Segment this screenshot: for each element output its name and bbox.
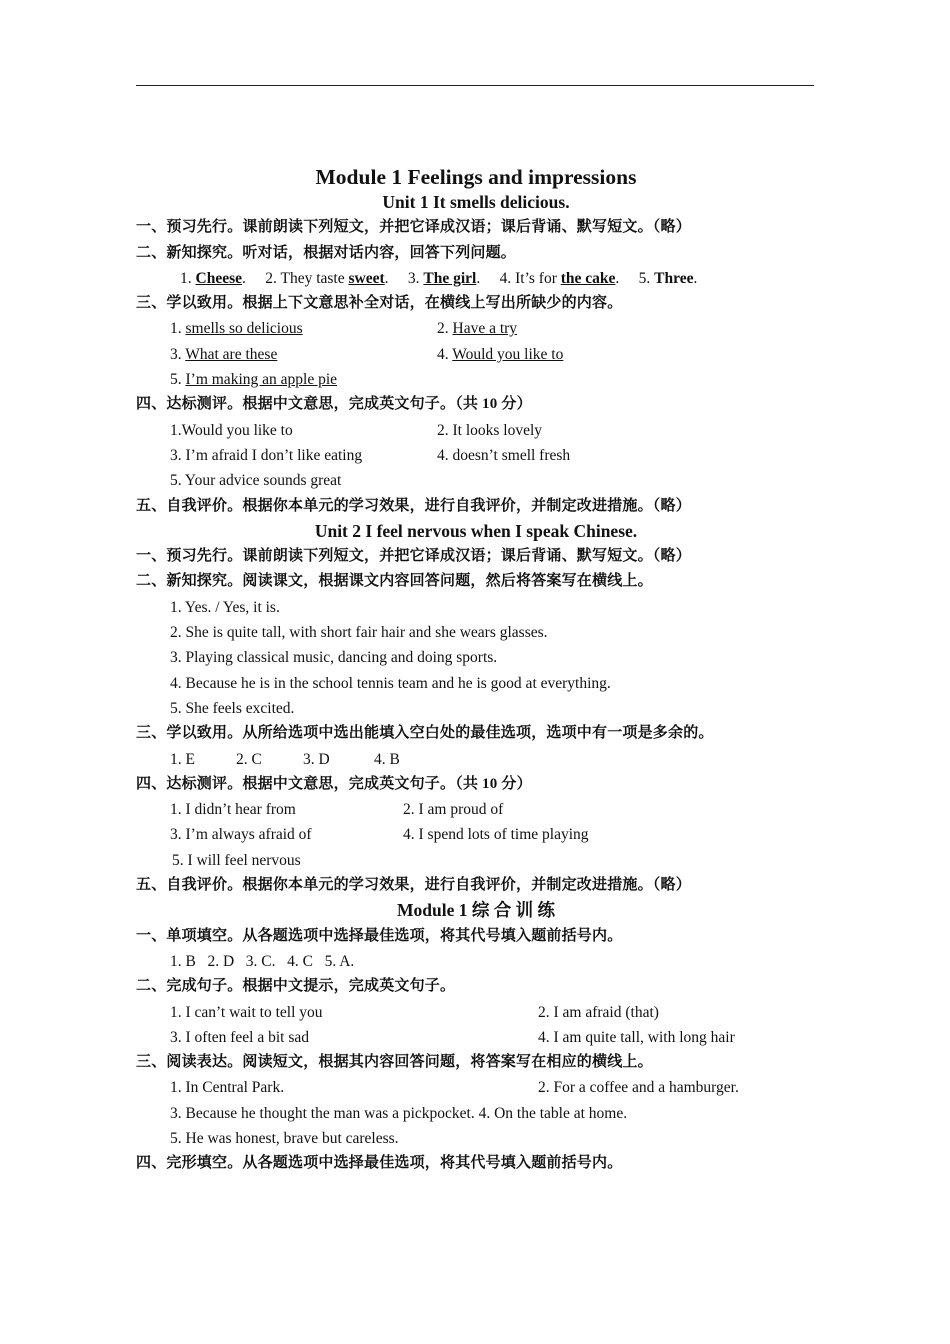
training-section-1: 一、单项填空。从各题选项中选择最佳选项，将其代号填入题前括号内。: [136, 927, 623, 944]
list-item: 2. I am proud of: [403, 801, 504, 819]
list-item: 5. I will feel nervous: [172, 851, 301, 869]
unit1-section-5: 五、自我评价。根据你本单元的学习效果，进行自我评价，并制定改进措施。（略）: [136, 497, 691, 514]
answer-document: [136, 164, 816, 1177]
answer-1: Cheese: [195, 269, 242, 287]
unit1-section-2: 二、新知探究。听对话，根据对话内容，回答下列问题。: [136, 244, 517, 261]
list-item: 2. I am afraid (that): [538, 1003, 659, 1021]
list-item: 1. In Central Park. 2. For a coffee and a hamburger.: [136, 1075, 816, 1100]
list-item: 2. For a coffee and a hamburger.: [538, 1079, 739, 1097]
unit1-section-2-answers: 1. Cheese. 2. They taste sweet. 3. The girl. 4. It’s for the cake. 5. Three.: [180, 269, 698, 287]
list-item: 1. Yes. / Yes, it is.: [170, 598, 280, 616]
training-section-2: 二、完成句子。根据中文提示，完成英文句子。: [136, 978, 456, 995]
header-rule: [136, 85, 814, 86]
unit1-section-1: 一、预习先行。课前朗读下列短文，并把它译成汉语；课后背诵、默写短文。（略）: [136, 219, 691, 236]
list-item: 3. I often feel a bit sad 4. I am quite tall, with long hair: [136, 1025, 816, 1050]
unit2-section-5: 五、自我评价。根据你本单元的学习效果，进行自我评价，并制定改进措施。（略）: [136, 877, 691, 894]
unit1-section-3: 三、学以致用。根据上下文意思补全对话，在横线上写出所缺少的内容。: [136, 295, 623, 312]
list-item: 1. smells so delicious 2. Have a try: [136, 316, 816, 341]
unit1-title: Unit 1 It smells delicious.: [382, 192, 570, 212]
list-item: 5. Your advice sounds great: [170, 472, 342, 490]
list-item: 2. It looks lovely: [437, 421, 543, 439]
answer-4: the cake: [560, 269, 616, 287]
unit1-section-4: 四、达标测评。根据中文意思，完成英文句子。（共 10 分）: [136, 396, 532, 413]
list-item: 3. What are these 4. Would you like to: [136, 342, 816, 367]
answer-2: sweet: [348, 269, 385, 287]
list-item: 3. I’m always afraid of 4. I spend lots of time playing: [136, 822, 816, 847]
training-section-3: 三、阅读表达。阅读短文，根据其内容回答问题，将答案写在相应的横线上。: [136, 1054, 653, 1071]
list-item: 4. doesn’t smell fresh: [437, 446, 571, 464]
unit2-title: Unit 2 I feel nervous when I speak Chinese.: [314, 520, 638, 541]
list-item: 4. Would you like to: [437, 345, 564, 363]
list-item: 1. I can’t wait to tell you 2. I am afraid (that): [136, 1000, 816, 1025]
unit2-section-4: 四、达标测评。根据中文意思，完成英文句子。（共 10 分）: [136, 775, 532, 792]
answer-3: The girl: [423, 269, 477, 287]
list-item: 4. Because he is in the school tennis team and he is good at everything.: [170, 674, 611, 692]
list-item: 5. She feels excited.: [170, 699, 295, 717]
training-title: Module 1 综 合 训 练: [397, 900, 555, 921]
list-item: 3. Because he thought the man was a pickpocket. 4. On the table at home.: [170, 1104, 628, 1122]
list-item: 2. Have a try: [437, 320, 518, 338]
list-item: 4. I am quite tall, with long hair: [538, 1028, 735, 1046]
training-section-4: 四、完形填空。从各题选项中选择最佳选项，将其代号填入题前括号内。: [136, 1155, 623, 1172]
unit2-section-3-answers: 1. E 2. C 3. D 4. B: [170, 750, 400, 768]
unit2-section-1: 一、预习先行。课前朗读下列短文，并把它译成汉语；课后背诵、默写短文。（略）: [136, 548, 691, 565]
answer-5: Three: [654, 269, 694, 287]
list-item: 1.Would you like to 2. It looks lovely: [136, 418, 816, 443]
list-item: 5. I’m making an apple pie: [170, 371, 338, 389]
unit2-section-3: 三、学以致用。从所给选项中选出能填入空白处的最佳选项，选项中有一项是多余的。: [136, 725, 714, 742]
list-item: 3. Playing classical music, dancing and doing sports.: [170, 649, 498, 667]
unit2-section-2: 二、新知探究。阅读课文，根据课文内容回答问题，然后将答案写在横线上。: [136, 573, 653, 590]
module-title: Module 1 Feelings and impressions: [315, 165, 637, 189]
list-item: 4. I spend lots of time playing: [403, 826, 589, 844]
training-section-1-answers: 1. B 2. D 3. C. 4. C 5. A.: [170, 952, 355, 970]
list-item: 2. She is quite tall, with short fair hair and she wears glasses.: [170, 624, 548, 642]
list-item: 5. He was honest, brave but careless.: [170, 1129, 399, 1147]
list-item: 3. I’m afraid I don’t like eating 4. doesn’t smell fresh: [136, 443, 816, 468]
list-item: 1. I didn’t hear from 2. I am proud of: [136, 797, 816, 822]
